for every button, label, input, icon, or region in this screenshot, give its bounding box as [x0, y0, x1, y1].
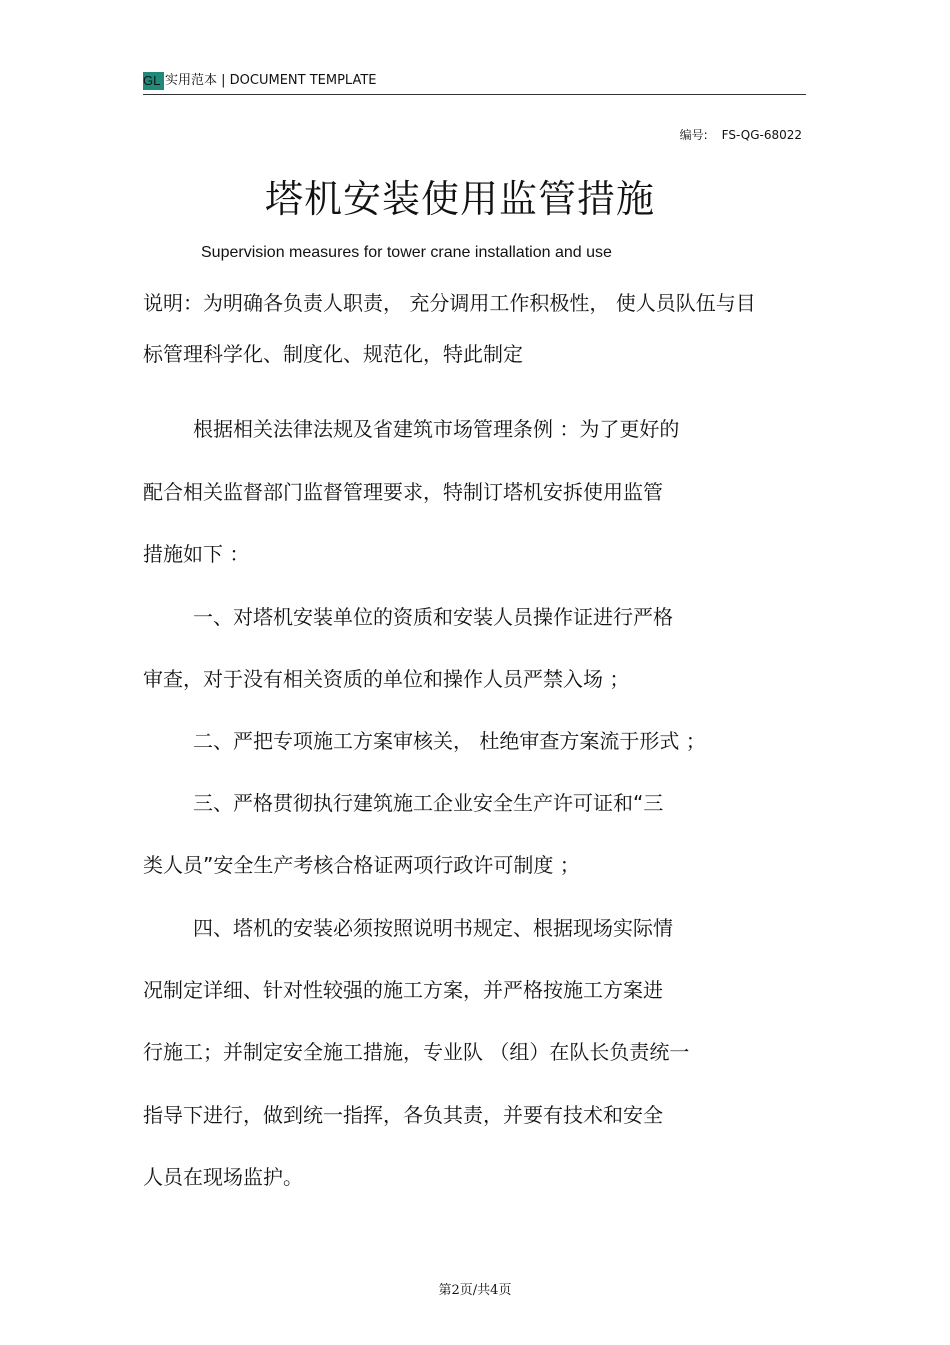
header-label: 实用范本 | DOCUMENT TEMPLATE	[165, 73, 377, 88]
text-line: 三、严格贯彻执行建筑施工企业安全生产许可证和“三	[193, 791, 664, 815]
text-line: 行施工；并制定安全施工措施，专业队 （组）在队长负责统一	[143, 1040, 690, 1064]
page-header	[143, 70, 806, 95]
logo-text: GL	[143, 73, 161, 88]
text-line: 根据相关法律法规及省建筑市场管理条例 ：为了更好的	[193, 417, 680, 441]
text-line: 四、塔机的安装必须按照说明书规定、根据现场实际情	[193, 916, 673, 940]
text-line: 配合相关监督部门监督管理要求，特制订塔机安拆使用监管	[143, 480, 663, 504]
text-line: 指导下进行，做到统一指挥，各负其责，并要有技术和安全	[143, 1103, 663, 1127]
text-line: 况制定详细、针对性较强的施工方案，并严格按施工方案进	[143, 978, 663, 1002]
text-line: 措施如下 ：	[143, 542, 250, 566]
text-line: 类人员”安全生产考核合格证两项行政许可制度 ；	[143, 853, 580, 877]
document-code-label: 编号:	[679, 128, 708, 142]
document-code	[680, 126, 802, 143]
text-line: 审查，对于没有相关资质的单位和操作人员严禁入场 ；	[143, 667, 630, 691]
text-line: 说明：为明确各负责人职责， 充分调用工作积极性， 使人员队伍与目	[143, 291, 756, 315]
text-line: 二、严把专项施工方案审核关， 杜绝审查方案流于形式 ；	[193, 729, 706, 753]
text-line: 人员在现场监护。	[143, 1165, 303, 1189]
text-line: 标管理科学化、制度化、规范化，特此制定	[143, 342, 523, 366]
document-code-value: FS-QG-68022	[721, 128, 802, 142]
page-footer: 第2页/共4页	[438, 1283, 512, 1298]
page-title: 塔机安装使用监管措施	[264, 177, 655, 221]
text-line: 一、对塔机安装单位的资质和安装人员操作证进行严格	[193, 605, 673, 629]
page-subtitle: Supervision measures for tower crane installation and use	[201, 244, 612, 261]
